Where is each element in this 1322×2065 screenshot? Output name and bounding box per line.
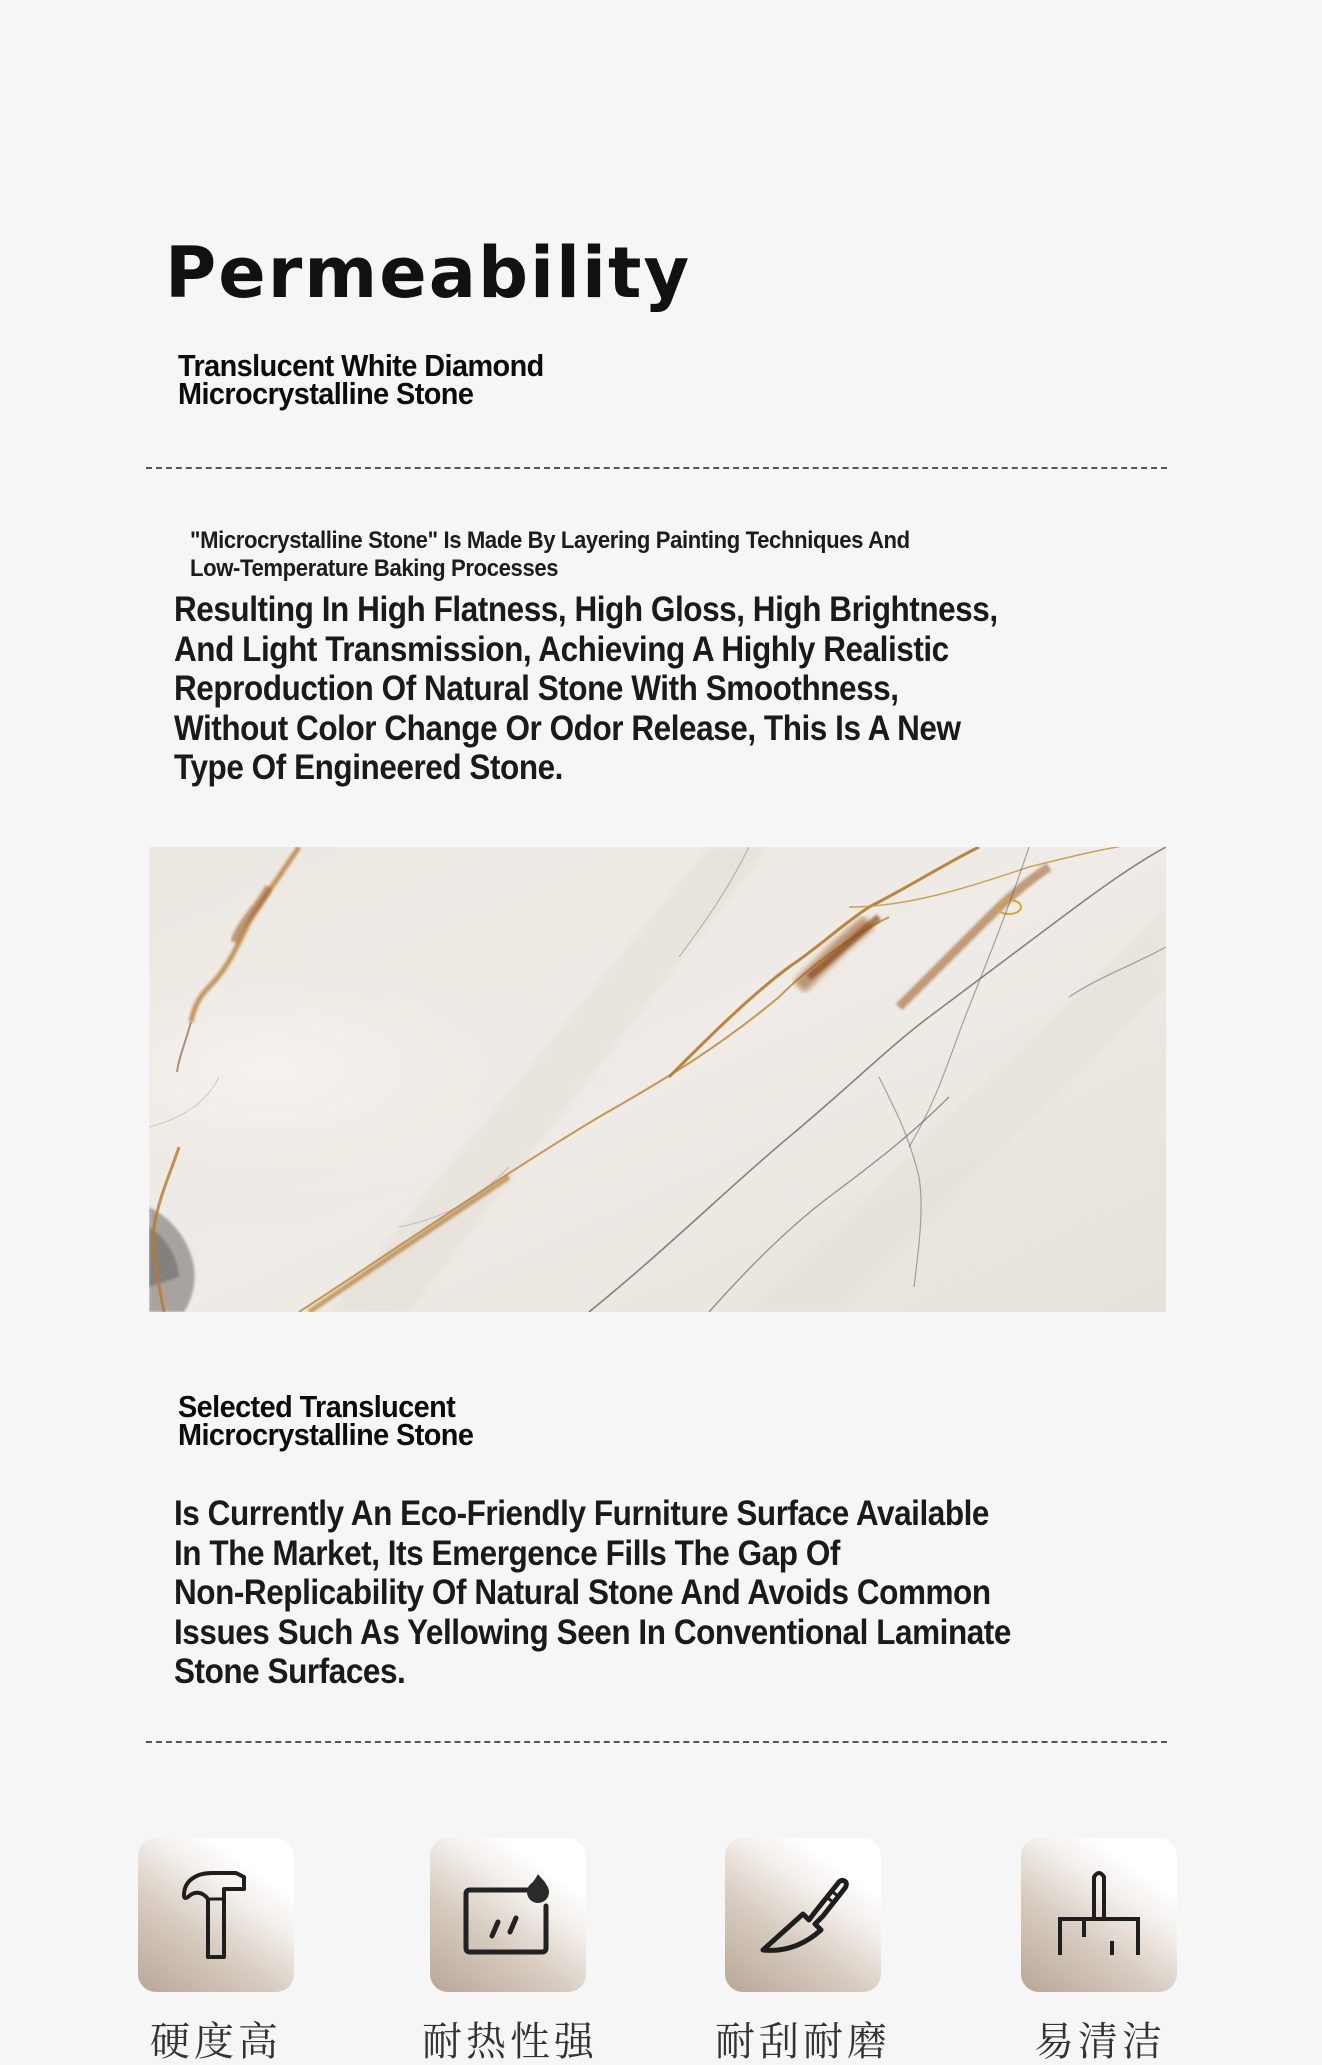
intro-lead-line: Low-Temperature Baking Processes	[190, 555, 559, 582]
brush-icon	[1054, 1865, 1144, 1965]
feature-label-easy-clean: 易清洁	[1034, 2019, 1166, 2065]
feature-tile-scratch-resistance	[725, 1838, 881, 1992]
selected-body-line: Issues Such As Yellowing Seen In Conventional Laminate	[174, 1612, 1011, 1652]
feature-tile-hardness	[138, 1838, 294, 1992]
marble-product-image	[149, 847, 1166, 1312]
subtitle-line: Microcrystalline Stone	[178, 376, 474, 411]
intro-body-line: Type Of Engineered Stone.	[174, 748, 563, 787]
intro-body	[174, 590, 1146, 788]
intro-body-line: Without Color Change Or Odor Release, This Is A New	[174, 708, 961, 748]
knife-icon	[753, 1870, 853, 1960]
feature-label-hardness: 硬度高	[150, 2019, 282, 2065]
product-subtitle	[178, 348, 643, 411]
selected-body	[174, 1494, 1146, 1692]
heat-resistant-board-icon	[458, 1870, 558, 1960]
selected-body-line: In The Market, Its Emergence Fills The Gap Of	[174, 1533, 840, 1573]
intro-body-line: Reproduction Of Natural Stone With Smoothness,	[174, 669, 899, 708]
selected-heading-line: Selected Translucent	[178, 1389, 456, 1424]
hammer-icon	[176, 1865, 256, 1965]
intro-body-line: Resulting In High Flatness, High Gloss, High Brightness,	[174, 590, 998, 629]
page-title: Permeability	[165, 232, 692, 314]
selected-body-line: Is Currently An Eco-Friendly Furniture Surface Available	[174, 1494, 990, 1533]
selected-heading	[178, 1389, 643, 1452]
feature-tile-heat-resistance	[430, 1838, 586, 1992]
intro-lead-line: "Microcrystalline Stone" Is Made By Layering Painting Techniques And	[190, 527, 910, 554]
marble-texture	[149, 847, 1166, 1312]
subtitle-line: Translucent White Diamond	[178, 348, 544, 383]
feature-tile-easy-clean	[1021, 1838, 1177, 1992]
selected-heading-line: Microcrystalline Stone	[178, 1417, 474, 1452]
selected-body-line: Stone Surfaces.	[174, 1652, 406, 1691]
divider-bottom	[146, 1741, 1167, 1743]
divider-top	[146, 467, 1167, 469]
feature-label-heat-resistance: 耐热性强	[422, 2019, 598, 2065]
selected-body-line: Non-Replicability Of Natural Stone And Avoids Common	[174, 1573, 991, 1612]
feature-label-scratch-resistance: 耐刮耐磨	[715, 2019, 891, 2065]
intro-lead	[190, 527, 1018, 583]
intro-body-line: And Light Transmission, Achieving A Highly Realistic	[174, 629, 949, 669]
